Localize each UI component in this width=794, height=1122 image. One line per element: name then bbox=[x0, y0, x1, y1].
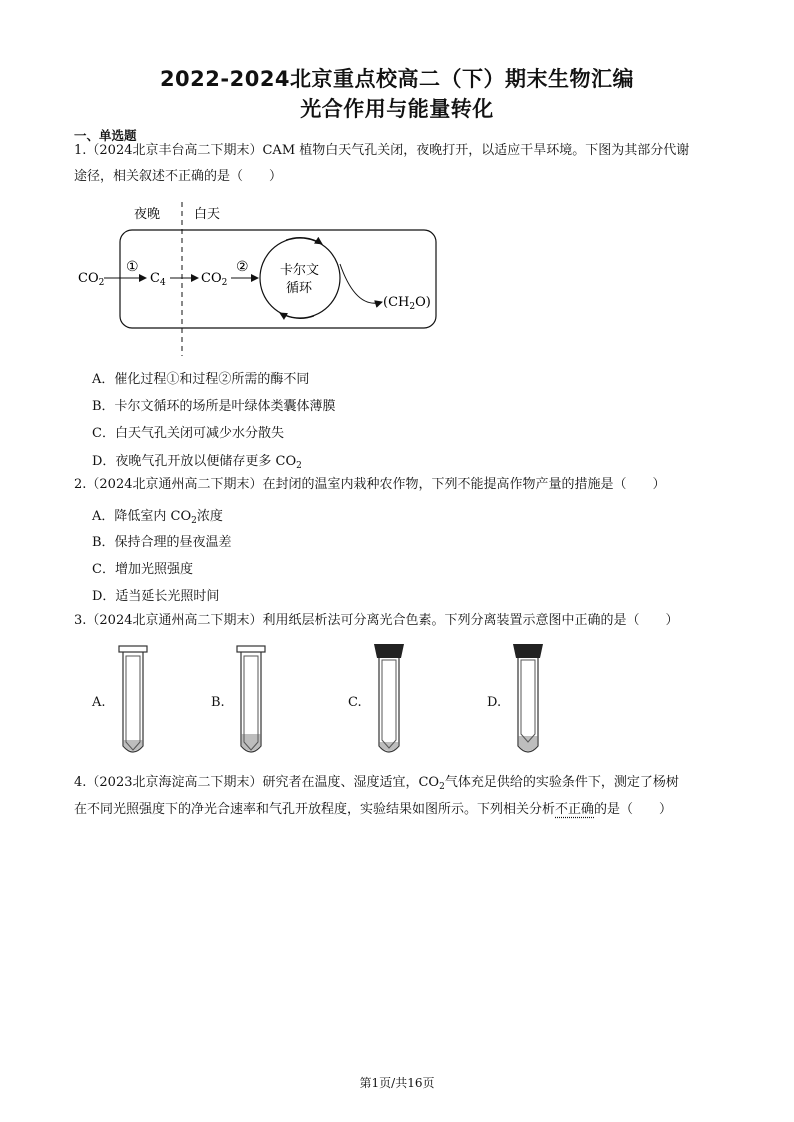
arrow-to-product bbox=[340, 264, 382, 303]
label-day: 白天 bbox=[194, 207, 221, 222]
calvin-cycle-label-2: 循环 bbox=[286, 281, 313, 296]
doc-title-line2: 光合作用与能量转化 bbox=[300, 97, 494, 121]
q1-stem-line2: 途径，相关叙述不正确的是（ ） bbox=[74, 169, 283, 184]
q1-option-c: C．白天气孔关闭可减少水分散失 bbox=[92, 426, 284, 441]
calvin-cycle-circle bbox=[260, 238, 340, 318]
q1-stem-line1: 1.（2024北京丰台高二下期末）CAM 植物白天气孔关闭，夜晚打开，以适应干旱环境。下图为其部分代谢 bbox=[74, 143, 690, 158]
calvin-cycle-label-1: 卡尔文 bbox=[280, 263, 320, 278]
q1-option-d: D．夜晚气孔开放以便储存更多 $CO_2$ bbox=[92, 454, 302, 471]
test-tube-b bbox=[232, 644, 272, 762]
step2-label: ② bbox=[236, 259, 249, 275]
q4-emphasis: 不正确 bbox=[555, 802, 595, 817]
q3-label-b: B. bbox=[211, 695, 225, 710]
cam-pathway-diagram bbox=[74, 198, 454, 358]
q3-label-c: C. bbox=[348, 695, 362, 710]
q1-option-b: B．卡尔文循环的场所是叶绿体类囊体薄膜 bbox=[92, 399, 336, 414]
step1-label: ① bbox=[126, 259, 139, 275]
q4-stem-line1: 4.（2023北京海淀高二下期末）研究者在温度、湿度适宜，$CO_2$气体充足供给的实验条件下，测定了杨树 bbox=[74, 775, 679, 792]
test-tube-c bbox=[370, 644, 410, 762]
label-night: 夜晚 bbox=[134, 207, 161, 222]
section-heading: 一、单选题 bbox=[74, 128, 137, 143]
q3-stem: 3.（2024北京通州高二下期末）利用纸层析法可分离光合色素。下列分离装置示意图中正确的是（ ） bbox=[74, 613, 679, 628]
q2-option-c: C．增加光照强度 bbox=[92, 562, 193, 577]
page-footer: 第1页/共16页 bbox=[359, 1076, 435, 1090]
q4-stem-line2: 在不同光照强度下的净光合速率和气孔开放程度，实验结果如图所示。下列相关分析不正确的是（ ） bbox=[74, 802, 673, 817]
product-ch2o: $(CH_2O)$ bbox=[383, 295, 431, 312]
q3-label-a: A. bbox=[92, 695, 106, 710]
c4-compound: $C_4$ bbox=[150, 271, 166, 288]
test-tube-d bbox=[509, 644, 549, 762]
q2-option-d: D．适当延长光照时间 bbox=[92, 589, 220, 604]
q3-label-d: D. bbox=[487, 695, 502, 710]
doc-title-line1: 2022-2024北京重点校高二（下）期末生物汇编 bbox=[159, 67, 635, 91]
q2-option-a: A．降低室内 $CO_2$浓度 bbox=[92, 509, 223, 526]
test-tube-a bbox=[114, 644, 154, 762]
q1-option-a: A．催化过程①和过程②所需的酶不同 bbox=[92, 372, 310, 387]
co2-input: $CO_2$ bbox=[78, 271, 105, 288]
q2-stem: 2.（2024北京通州高二下期末）在封闭的温室内栽种农作物，下列不能提高作物产量的措施是（ ） bbox=[74, 477, 666, 492]
q2-option-b: B．保持合理的昼夜温差 bbox=[92, 535, 232, 550]
co2-released: $CO_2$ bbox=[201, 271, 228, 288]
